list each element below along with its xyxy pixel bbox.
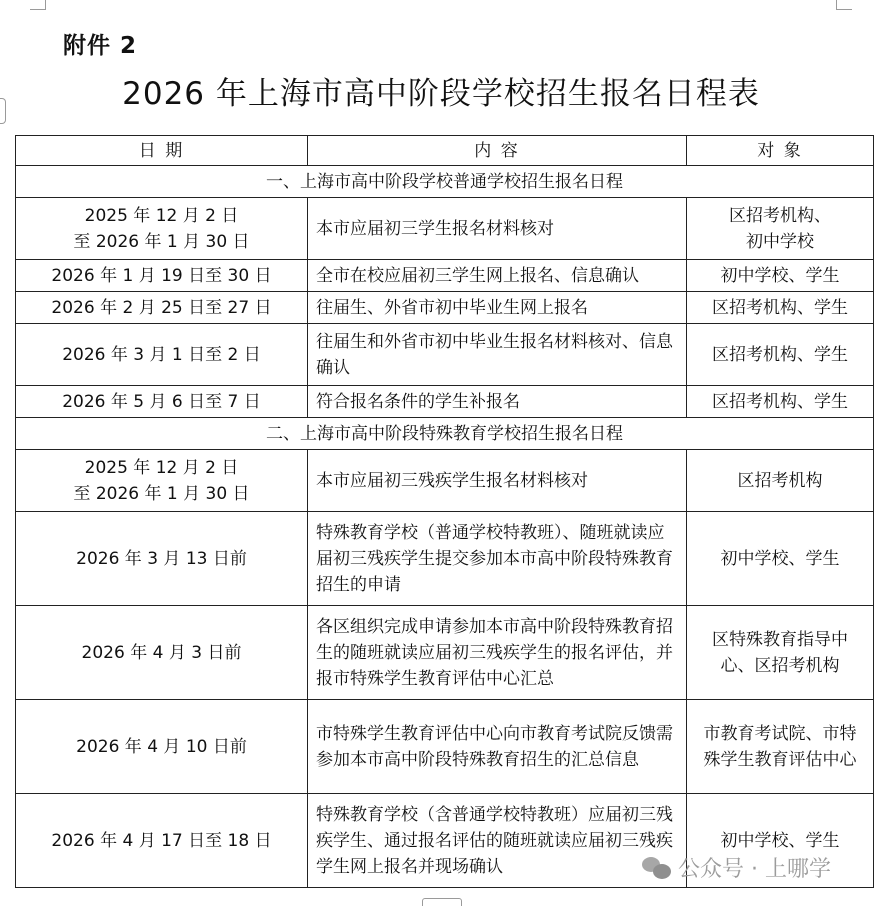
page-corner-mark-left (30, 0, 46, 10)
date-cell: 2026 年 4 月 10 日前 (16, 700, 308, 794)
table-row (16, 512, 874, 606)
target-line: 殊学生教育评估中心 (703, 749, 857, 770)
target-cell (687, 606, 874, 700)
date-line: 至 2026 年 1 月 30 日 (73, 483, 250, 504)
date-line: 2025 年 12 月 2 日 (84, 205, 239, 226)
table-row (16, 606, 874, 700)
target-line: 初中学校 (746, 231, 814, 252)
header-date: 日 期 (16, 136, 308, 166)
table-row (16, 324, 874, 386)
date-cell (16, 198, 308, 260)
content-cell: 往届生、外省市初中毕业生网上报名 (308, 292, 687, 324)
content-cell: 本市应届初三学生报名材料核对 (308, 198, 687, 260)
table-row (16, 450, 874, 512)
watermark (642, 852, 831, 883)
date-cell: 2026 年 4 月 3 日前 (16, 606, 308, 700)
table-row (16, 260, 874, 292)
table-row (16, 292, 874, 324)
date-line: 至 2026 年 1 月 30 日 (73, 231, 250, 252)
target-line: 区特殊教育指导中 (712, 629, 848, 650)
date-line: 2025 年 12 月 2 日 (84, 457, 239, 478)
date-cell: 2026 年 3 月 13 日前 (16, 512, 308, 606)
section-row (16, 166, 874, 198)
target-line: 区招考机构、 (729, 205, 831, 226)
section-row (16, 418, 874, 450)
content-cell: 往届生和外省市初中毕业生报名材料核对、信息确认 (308, 324, 687, 386)
content-cell: 各区组织完成申请参加本市高中阶段特殊教育招生的随班就读应届初三残疾学生的报名评估，并报市特殊学生教育评估中心汇总 (308, 606, 687, 700)
content-cell: 特殊教育学校（普通学校特教班）、随班就读应届初三残疾学生提交参加本市高中阶段特殊教育招生的申请 (308, 512, 687, 606)
content-cell: 本市应届初三残疾学生报名材料核对 (308, 450, 687, 512)
schedule-table (15, 135, 874, 888)
date-cell: 2026 年 1 月 19 日至 30 日 (16, 260, 308, 292)
content-cell: 市特殊学生教育评估中心向市教育考试院反馈需参加本市高中阶段特殊教育招生的汇总信息 (308, 700, 687, 794)
section-title-special: 二、上海市高中阶段特殊教育学校招生报名日程 (16, 418, 874, 450)
target-line: 市教育考试院、市特 (703, 723, 857, 744)
header-row (16, 136, 874, 166)
document-title: 2026 年上海市高中阶段学校招生报名日程表 (122, 76, 760, 112)
target-cell (687, 700, 874, 794)
target-cell: 初中学校、学生 (687, 794, 874, 888)
header-target: 对 象 (687, 136, 874, 166)
target-cell: 区招考机构、学生 (687, 292, 874, 324)
section-title-general: 一、上海市高中阶段学校普通学校招生报名日程 (16, 166, 874, 198)
page-corner-mark-right (836, 0, 852, 10)
date-cell (16, 450, 308, 512)
header-content: 内 容 (308, 136, 687, 166)
target-cell: 区招考机构、学生 (687, 324, 874, 386)
target-cell (687, 198, 874, 260)
content-cell: 符合报名条件的学生补报名 (308, 386, 687, 418)
target-cell: 区招考机构、学生 (687, 386, 874, 418)
attachment-label: 附件 2 (63, 33, 138, 59)
content-cell: 特殊教育学校（含普通学校特教班）应届初三残疾学生、通过报名评估的随班就读应届初三残疾学生网上报名并现场确认 (308, 794, 687, 888)
table-row (16, 386, 874, 418)
date-cell: 2026 年 4 月 17 日至 18 日 (16, 794, 308, 888)
date-cell: 2026 年 5 月 6 日至 7 日 (16, 386, 308, 418)
date-cell: 2026 年 3 月 1 日至 2 日 (16, 324, 308, 386)
page-bottom-marker (422, 898, 462, 906)
target-cell: 区招考机构 (687, 450, 874, 512)
target-cell: 初中学校、学生 (687, 512, 874, 606)
date-cell: 2026 年 2 月 25 日至 27 日 (16, 292, 308, 324)
target-cell: 初中学校、学生 (687, 260, 874, 292)
content-cell: 全市在校应届初三学生网上报名、信息确认 (308, 260, 687, 292)
watermark-text: 公众号 · 上哪学 (678, 857, 831, 882)
table-row (16, 198, 874, 260)
target-line: 心、区招考机构 (720, 655, 840, 676)
table-row (16, 700, 874, 794)
wechat-icon (642, 855, 672, 881)
